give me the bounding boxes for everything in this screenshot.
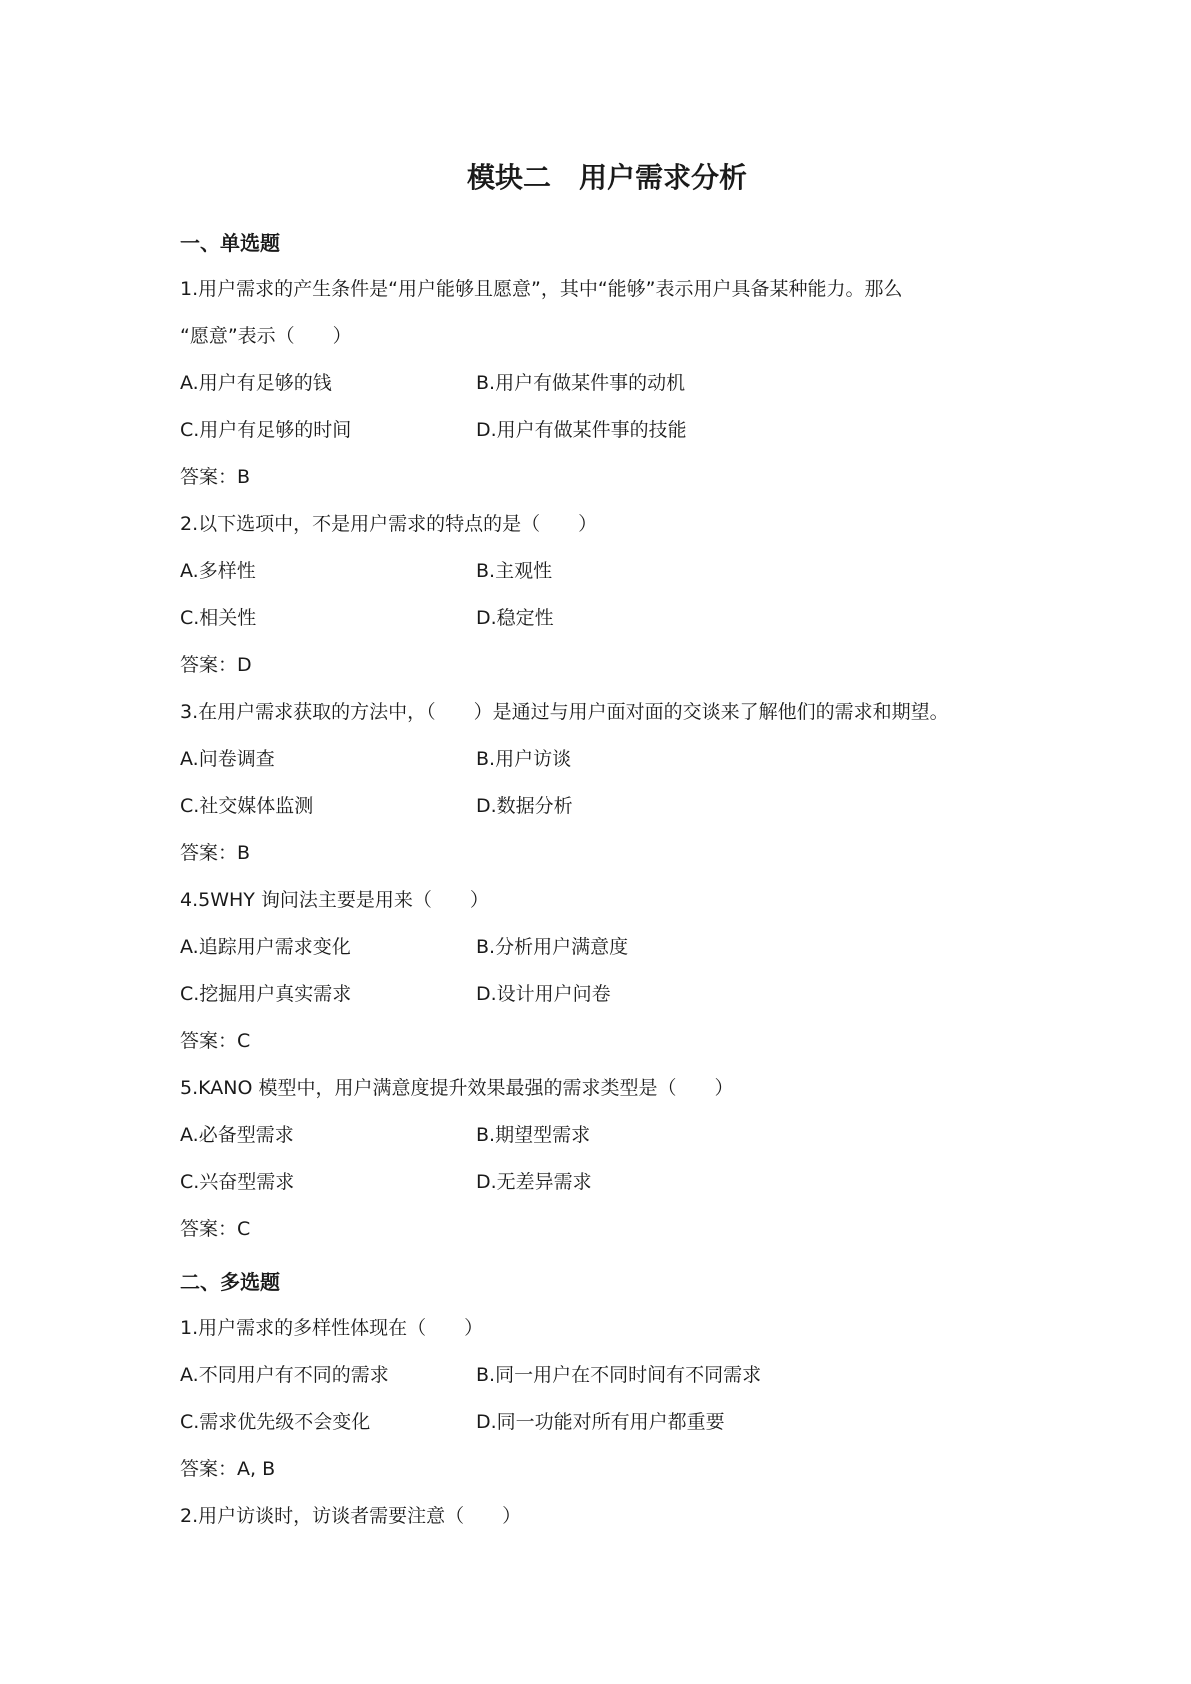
sections-container	[180, 220, 1020, 1540]
option-row	[180, 595, 1020, 642]
option-text: C.相关性	[180, 607, 257, 629]
option-text: D.设计用户问卷	[476, 983, 611, 1005]
option-row	[180, 360, 1020, 407]
option-text: C.用户有足够的时间	[180, 419, 352, 441]
question-item	[180, 1493, 1020, 1540]
option-text: B.用户访谈	[476, 748, 572, 770]
option-text: A.追踪用户需求变化	[180, 936, 351, 958]
question-text: 3.在用户需求获取的方法中，（ ）是通过与用户面对面的交谈来了解他们的需求和期望。	[180, 701, 949, 723]
document-title: 模块二 用户需求分析	[466, 161, 747, 194]
option-row	[180, 736, 1020, 783]
option-text: A.问卷调查	[180, 748, 275, 770]
option-text: A.必备型需求	[180, 1124, 294, 1146]
option-row	[180, 1112, 1020, 1159]
option-text: B.分析用户满意度	[476, 936, 629, 958]
question-item	[180, 689, 1020, 877]
option-text: D.同一功能对所有用户都重要	[476, 1411, 725, 1433]
option-text: B.用户有做某件事的动机	[476, 372, 686, 394]
question-text: 1.用户需求的多样性体现在（ ）	[180, 1317, 484, 1339]
question-item	[180, 501, 1020, 689]
question-text: “愿意”表示（ ）	[180, 325, 352, 347]
question-item	[180, 1065, 1020, 1253]
document-page	[180, 150, 1020, 1540]
option-text: D.稳定性	[476, 607, 554, 629]
option-text: C.兴奋型需求	[180, 1171, 295, 1193]
section-heading: 一、单选题	[180, 231, 280, 255]
question-text: 2.以下选项中，不是用户需求的特点的是（ ）	[180, 513, 598, 535]
option-text: D.无差异需求	[476, 1171, 592, 1193]
option-text: C.挖掘用户真实需求	[180, 983, 352, 1005]
option-text: A.不同用户有不同的需求	[180, 1364, 389, 1386]
question-text: 1.用户需求的产生条件是“用户能够且愿意”，其中“能够”表示用户具备某种能力。那么	[180, 278, 903, 300]
option-row	[180, 971, 1020, 1018]
option-text: B.主观性	[476, 560, 553, 582]
question-item	[180, 266, 1020, 501]
option-text: A.用户有足够的钱	[180, 372, 332, 394]
question-item	[180, 877, 1020, 1065]
question-text: 2.用户访谈时，访谈者需要注意（ ）	[180, 1505, 522, 1527]
option-text: D.用户有做某件事的技能	[476, 419, 687, 441]
answer-text: 答案：C	[180, 1218, 251, 1240]
option-text: B.期望型需求	[476, 1124, 591, 1146]
option-row	[180, 783, 1020, 830]
option-text: A.多样性	[180, 560, 256, 582]
question-text: 5.KANO 模型中，用户满意度提升效果最强的需求类型是（ ）	[180, 1077, 734, 1099]
option-text: C.需求优先级不会变化	[180, 1411, 371, 1433]
option-text: C.社交媒体监测	[180, 795, 314, 817]
question-text: 4.5WHY 询问法主要是用来（ ）	[180, 889, 489, 911]
option-row	[180, 924, 1020, 971]
answer-text: 答案：D	[180, 654, 252, 676]
answer-text: 答案：B	[180, 466, 251, 488]
section-heading: 二、多选题	[180, 1270, 280, 1294]
option-row	[180, 1352, 1020, 1399]
answer-text: 答案：B	[180, 842, 251, 864]
option-row	[180, 1399, 1020, 1446]
answer-text: 答案：C	[180, 1030, 251, 1052]
option-row	[180, 548, 1020, 595]
option-text: B.同一用户在不同时间有不同需求	[476, 1364, 762, 1386]
option-row	[180, 407, 1020, 454]
option-text: D.数据分析	[476, 795, 573, 817]
answer-text: 答案：A, B	[180, 1458, 276, 1480]
option-row	[180, 1159, 1020, 1206]
question-item	[180, 1305, 1020, 1493]
